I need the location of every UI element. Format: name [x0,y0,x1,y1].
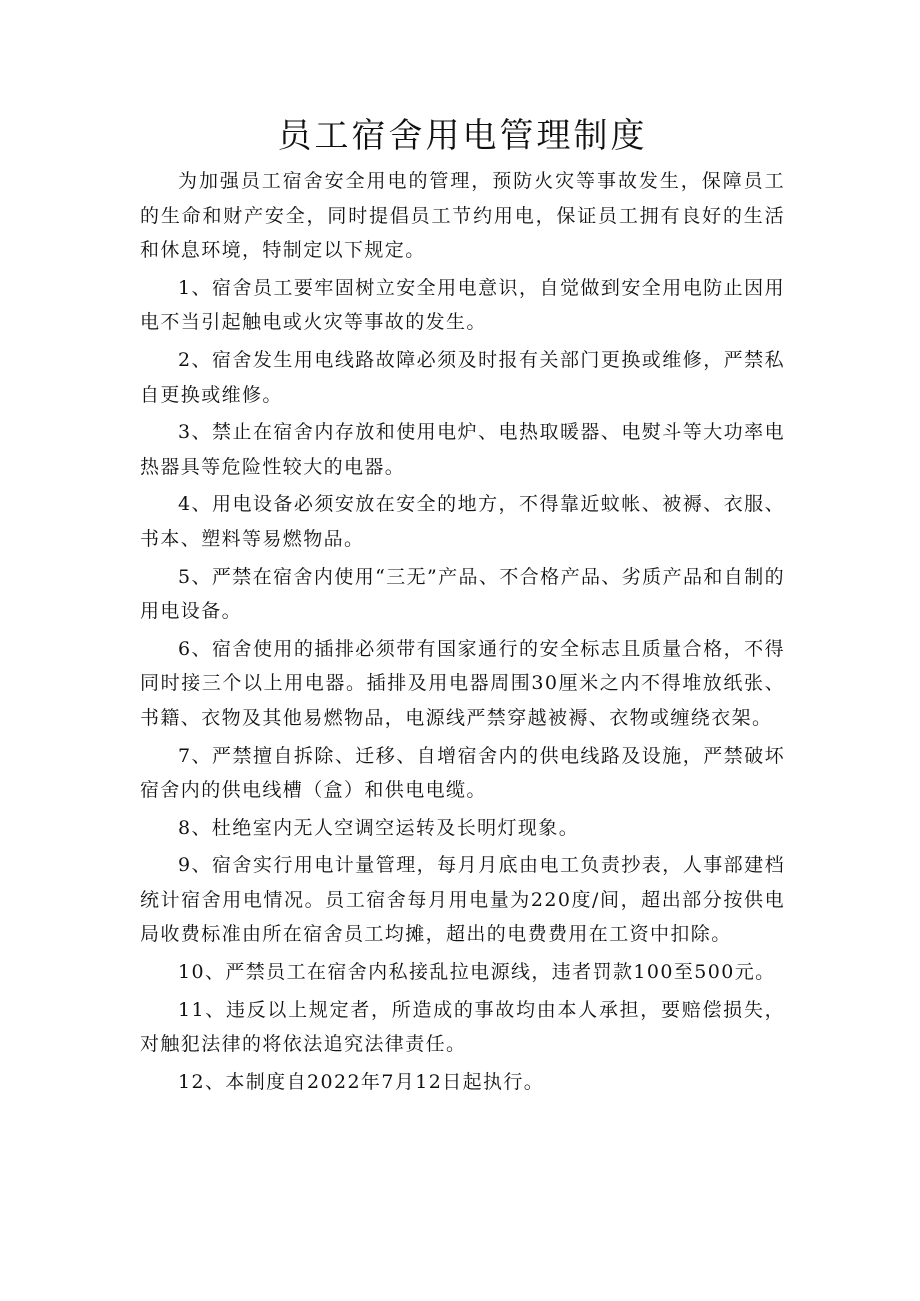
paragraph-rule-2: 2、宿舍发生用电线路故障必须及时报有关部门更换或维修，严禁私自更换或维修。 [140,348,785,406]
paragraph-rule-11: 11、违反以上规定者，所造成的事故均由本人承担，要赔偿损失，对触犯法律的将依法追究法律责任。 [140,998,785,1056]
paragraph-rule-4: 4、用电设备必须安放在安全的地方，不得靠近蚊帐、被褥、衣服、书本、塑料等易燃物品。 [140,493,785,550]
paragraph-rule-5: 5、严禁在宿舍内使用“三无”产品、不合格产品、劣质产品和自制的用电设备。 [140,565,785,623]
paragraph-rule-9: 9、宿舍实行用电计量管理，每月月底由电工负责抄表，人事部建档统计宿舍用电情况。员工宿舍每月用电量为220度/间，超出部分按供电局收费标准由所在宿舍员工均摊，超出的电费费用在工资中扣除。 [140,854,785,946]
document-page [140,112,785,1099]
paragraph-rule-3: 3、禁止在宿舍内存放和使用电炉、电热取暖器、电熨斗等大功率电热器具等危险性较大的电器。 [140,421,785,478]
paragraph-rule-12: 12、本制度自2022年7月12日起执行。 [178,1070,545,1093]
paragraph-rule-6: 6、宿舍使用的插排必须带有国家通行的安全标志且质量合格，不得同时接三个以上用电器。插排及用电器周围30厘米之内不得堆放纸张、书籍、衣物及其他易燃物品，电源线严禁穿越被褥、衣物或缠绕衣架。 [140,637,785,729]
paragraph-intro: 为加强员工宿舍安全用电的管理，预防火灾等事故发生，保障员工的生命和财产安全，同时提倡员工节约用电，保证员工拥有良好的生活和休息环境，特制定以下规定。 [140,170,785,262]
paragraph-rule-1: 1、宿舍员工要牢固树立安全用电意识，自觉做到安全用电防止因用电不当引起触电或火灾等事故的发生。 [140,276,785,334]
document-title: 员工宿舍用电管理制度 [277,116,648,156]
paragraph-rule-10: 10、严禁员工在宿舍内私接乱拉电源线，违者罚款100至500元。 [178,961,776,984]
paragraph-rule-7: 7、严禁擅自拆除、迁移、自增宿舍内的供电线路及设施，严禁破坏宿舍内的供电线槽（盒）和供电电缆。 [140,744,785,802]
paragraph-rule-8: 8、杜绝室内无人空调空运转及长明灯现象。 [178,816,580,839]
